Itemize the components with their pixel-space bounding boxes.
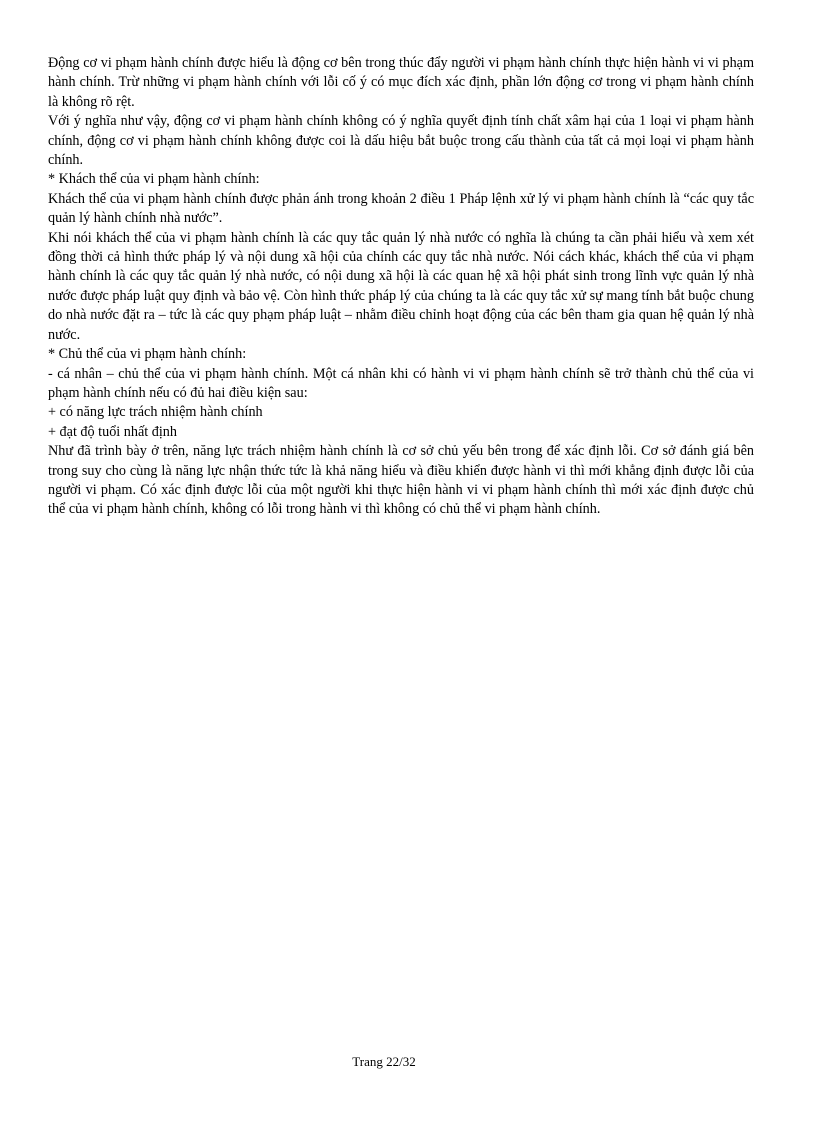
list-item-age: + đạt độ tuổi nhất định — [48, 423, 177, 440]
page-number: Trang 22/32 — [352, 1054, 416, 1069]
paragraph-motive-significance: Với ý nghĩa như vậy, động cơ vi phạm hành chính không có ý nghĩa quyết định tính chất xâm hại của 1 loại vi phạm hành chính, động cơ vi phạm hành chính không được coi là dấu hiệu bắt buộc trong cấu thành của tất cả mọi loại vi phạm hành chính. — [48, 113, 754, 169]
paragraph-object-explanation: Khi nói khách thể của vi phạm hành chính là các quy tắc quản lý nhà nước có nghĩa là chúng ta cần phải hiểu và xem xét đồng thời cả hình thức pháp lý và nội dung xã hội của chính các quy tắc nhà nước. Nói cách khác, khách thể của vi phạm hành chính là các quy tắc quản lý nhà nước, có nội dung xã hội là các quan hệ xã hội phát sinh trong lĩnh vực quản lý nhà nước được pháp luật quy định và bảo vệ. Còn hình thức pháp lý của chúng ta là các quy tắc xử sự mang tính bắt buộc chung do nhà nước đặt ra – tức là các quy phạm pháp luật – nhằm điều chỉnh hoạt động của các bên tham gia quan hệ quản lý nhà nước. — [48, 229, 754, 343]
paragraph-individual-subject: - cá nhân – chủ thể của vi phạm hành chính. Một cá nhân khi có hành vi vi phạm hành chính sẽ trở thành chủ thể của vi phạm hành chính nếu có đủ hai điều kiện sau: — [48, 365, 754, 401]
heading-subject-of-violation: * Chủ thể của vi phạm hành chính: — [48, 346, 247, 363]
list-item-capacity: + có năng lực trách nhiệm hành chính — [48, 404, 263, 421]
paragraph-object-legal-basis: Khách thể của vi phạm hành chính được phản ánh trong khoản 2 điều 1 Pháp lệnh xử lý vi phạm hành chính là “các quy tắc quản lý hành chính nhà nước”. — [48, 190, 754, 227]
paragraph-motive-definition: Động cơ vi phạm hành chính được hiểu là động cơ bên trong thúc đẩy người vi phạm hành chính thực hiện hành vi vi phạm hành chính. Trừ những vi phạm hành chính với lỗi cố ý có mục đích xác định, phần lớn động cơ trong vi phạm hành chính là không rõ rệt. — [48, 55, 754, 110]
paragraph-fault-capacity: Như đã trình bày ở trên, năng lực trách nhiệm hành chính là cơ sở chủ yếu bên trong để xác định lỗi. Cơ sở đánh giá bên trong suy cho cùng là năng lực nhận thức tức là khả năng hiểu và điều khiển được hành vi thì mới khẳng định được lỗi của người vi phạm. Có xác định được lỗi của một người khi thực hiện hành vi vi phạm hành chính thì mới xác định được chủ thể của vi phạm hành chính, không có lỗi trong hành vi thì không có chủ thể vi phạm hành chính. — [48, 443, 754, 518]
document-body — [48, 54, 754, 520]
heading-object-of-violation: * Khách thể của vi phạm hành chính: — [48, 171, 260, 188]
